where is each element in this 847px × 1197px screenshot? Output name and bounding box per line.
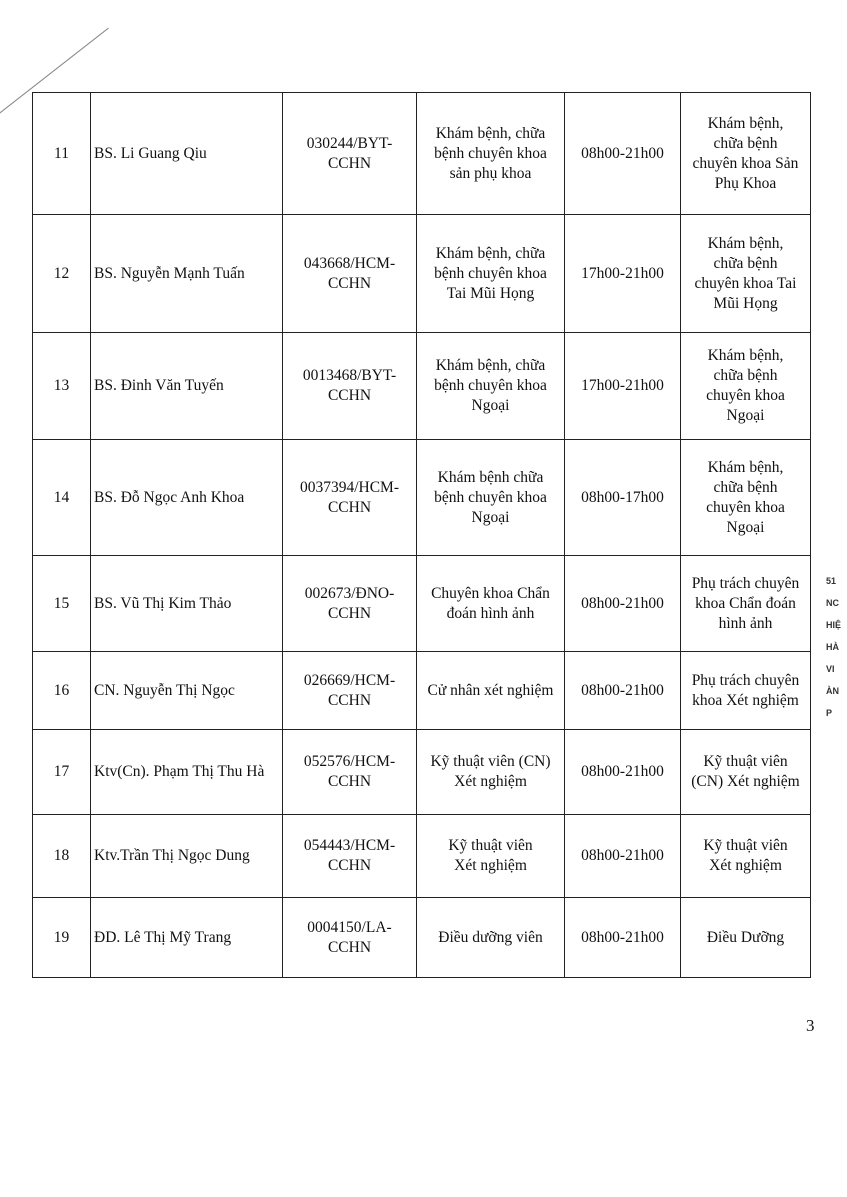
practice-scope [417,815,565,898]
assigned-role [681,93,811,215]
staff-name: BS. Vũ Thị Kim Thảo [91,556,283,652]
row-number: 19 [33,898,91,978]
working-hours: 08h00-17h00 [565,440,681,556]
assigned-role-line: Điều Dưỡng [706,928,785,946]
certificate-number-line: CCHN [327,154,372,172]
assigned-role-line: khoa Xét nghiệm [692,691,799,709]
practice-scope-line: bệnh chuyên khoa [434,264,547,282]
assigned-role-line: khoa Chẩn đoán [695,594,796,612]
assigned-role-line: Khám bệnh, [707,114,784,132]
working-hours: 08h00-21h00 [565,730,681,815]
working-hours: 08h00-21h00 [565,556,681,652]
practice-scope [417,652,565,730]
practice-scope-line: Ngoại [471,397,510,414]
certificate-number-line: 030244/BYT- [306,134,393,152]
certificate-number-line: 0013468/BYT- [302,367,397,384]
certificate-number [283,652,417,730]
assigned-role-line: Phụ trách chuyên [691,671,800,689]
certificate-number [283,215,417,333]
assigned-role-line: Xét nghiệm [709,857,782,874]
assigned-role-line: Phụ Khoa [714,174,777,192]
practice-scope [417,730,565,815]
certificate-number [283,556,417,652]
table-row [33,440,811,556]
row-number: 12 [33,215,91,333]
certificate-number-line: 026669/HCM- [303,671,396,689]
certificate-number-line: CCHN [327,604,372,622]
certificate-number [283,333,417,440]
staff-name: BS. Nguyễn Mạnh Tuấn [91,215,283,333]
assigned-role [681,652,811,730]
certificate-number-line: 0004150/LA- [307,918,392,936]
assigned-role-line: chữa bệnh [713,254,778,272]
practice-scope-line: Tai Mũi Họng [446,284,535,302]
practice-scope-line: bệnh chuyên khoa [434,377,547,394]
table-row [33,556,811,652]
assigned-role-line: Khám bệnh, [707,347,784,364]
edge-stamp-fragment [826,570,846,724]
certificate-number [283,93,417,215]
certificate-number-line: 043668/HCM- [303,254,396,272]
staff-name: Ktv.Trần Thị Ngọc Dung [91,815,283,898]
assigned-role-line: Kỹ thuật viên [703,753,788,770]
staff-name: BS. Li Guang Qiu [91,93,283,215]
assigned-role-line: Khám bệnh, [707,458,784,476]
certificate-number [283,898,417,978]
working-hours: 17h00-21h00 [565,333,681,440]
edge-stamp-text: VI [826,664,835,674]
practice-scope-line: Kỹ thuật viên (CN) [430,753,551,770]
row-number: 17 [33,730,91,815]
certificate-number-line: CCHN [327,773,372,790]
assigned-role-line: chữa bệnh [713,134,778,152]
certificate-number-line: CCHN [327,857,372,874]
practice-scope-line: Kỹ thuật viên [448,837,533,854]
practice-scope-line: Khám bệnh chữa [437,468,544,486]
assigned-role-line: chữa bệnh [713,367,778,384]
assigned-role-line: chữa bệnh [713,478,778,496]
staff-name: BS. Đinh Văn Tuyến [91,333,283,440]
edge-stamp-text: HIỆ [826,620,842,630]
practice-scope-line: Chuyên khoa Chẩn [431,584,550,602]
certificate-number-line: CCHN [327,387,372,404]
assigned-role-line: Ngoại [726,518,765,536]
assigned-role-line: chuyên khoa [706,498,785,516]
table-row [33,652,811,730]
assigned-role-line: Ngoại [726,407,765,424]
practice-scope-line: sản phụ khoa [449,164,532,182]
table-row [33,815,811,898]
practice-scope-line: Xét nghiệm [454,857,527,874]
staff-name: ĐD. Lê Thị Mỹ Trang [91,898,283,978]
practice-scope-line: bệnh chuyên khoa [434,488,547,506]
row-number: 13 [33,333,91,440]
certificate-number-line: 052576/HCM- [303,753,396,770]
staff-name: Ktv(Cn). Phạm Thị Thu Hà [91,730,283,815]
assigned-role [681,898,811,978]
edge-stamp-text: 51 [826,576,837,586]
certificate-number-line: 002673/ĐNO- [304,584,395,602]
practice-scope [417,215,565,333]
staff-table-body [33,93,811,978]
edge-stamp-text: ÀN [826,686,839,696]
practice-scope [417,556,565,652]
row-number: 14 [33,440,91,556]
working-hours: 08h00-21h00 [565,898,681,978]
assigned-role-line: chuyên khoa Tai [694,274,797,292]
practice-scope-line: Khám bệnh, chữa [435,124,546,142]
certificate-number [283,730,417,815]
staff-name: BS. Đỗ Ngọc Anh Khoa [91,440,283,556]
row-number: 11 [33,93,91,215]
certificate-number [283,440,417,556]
staff-name: CN. Nguyễn Thị Ngọc [91,652,283,730]
edge-stamp-text: HÀ [826,642,839,652]
practice-scope-line: Khám bệnh, chữa [435,244,546,262]
certificate-number-line: CCHN [327,691,372,709]
page-number: 3 [806,1016,815,1035]
assigned-role [681,333,811,440]
certificate-number [283,815,417,898]
practice-scope-line: Ngoại [471,508,510,526]
working-hours: 17h00-21h00 [565,215,681,333]
assigned-role [681,730,811,815]
table-row [33,898,811,978]
assigned-role-line: Mũi Họng [713,294,778,312]
working-hours: 08h00-21h00 [565,815,681,898]
practice-scope [417,440,565,556]
practice-scope-line: Cử nhân xét nghiệm [427,681,554,699]
row-number: 18 [33,815,91,898]
assigned-role [681,440,811,556]
edge-stamp-text: P [826,708,833,718]
working-hours: 08h00-21h00 [565,652,681,730]
edge-stamp-text: NC [826,598,839,608]
assigned-role-line: Phụ trách chuyên [691,574,800,592]
practice-scope-line: Khám bệnh, chữa [435,357,546,374]
working-hours: 08h00-21h00 [565,93,681,215]
practice-scope-line: Xét nghiệm [454,773,527,790]
assigned-role-line: chuyên khoa Sản [692,154,799,172]
table-row [33,730,811,815]
certificate-number-line: 0037394/HCM- [299,478,400,496]
certificate-number-line: CCHN [327,274,372,292]
certificate-number-line: CCHN [327,498,372,516]
assigned-role-line: hình ảnh [718,614,773,632]
certificate-number-line: CCHN [327,938,372,956]
assigned-role [681,556,811,652]
assigned-role [681,815,811,898]
staff-table [32,92,811,978]
practice-scope [417,898,565,978]
assigned-role-line: chuyên khoa [706,387,785,404]
practice-scope [417,93,565,215]
table-row [33,93,811,215]
certificate-number-line: 054443/HCM- [303,837,396,854]
assigned-role-line: (CN) Xét nghiệm [691,773,800,790]
assigned-role [681,215,811,333]
assigned-role-line: Kỹ thuật viên [703,837,788,854]
practice-scope [417,333,565,440]
practice-scope-line: bệnh chuyên khoa [434,144,547,162]
assigned-role-line: Khám bệnh, [707,234,784,252]
practice-scope-line: Điều dưỡng viên [438,928,543,946]
row-number: 16 [33,652,91,730]
table-row [33,215,811,333]
row-number: 15 [33,556,91,652]
practice-scope-line: đoán hình ảnh [446,604,535,622]
table-row [33,333,811,440]
